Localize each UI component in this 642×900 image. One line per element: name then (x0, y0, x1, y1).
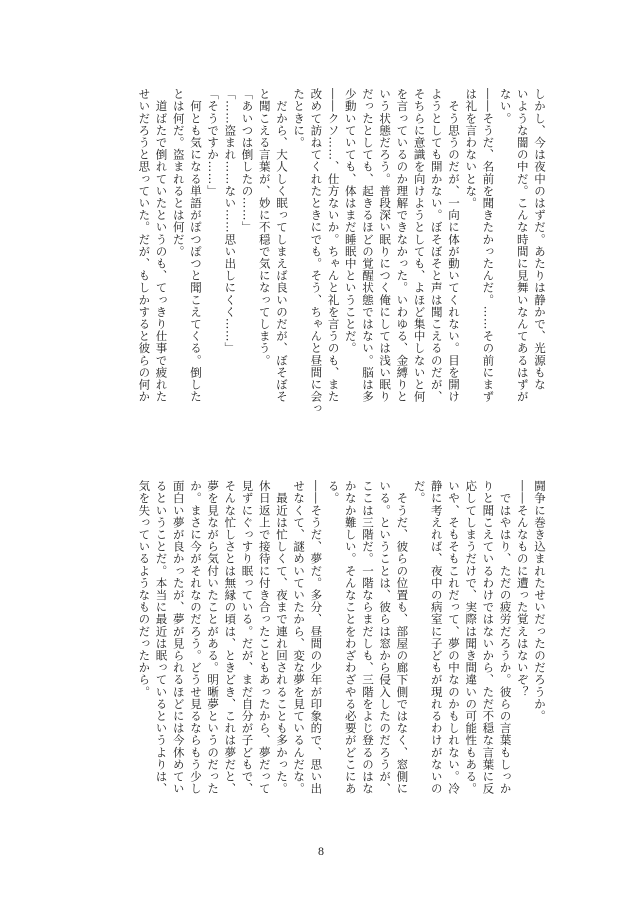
text-line: いような闇の中だ。こんな時間に見舞いなんてあるはずが (515, 88, 530, 403)
text-line: とは何だ。盗まれるとは何だ。 (171, 88, 186, 258)
text-line: しかし、今は夜中のはずだ。あたりは静かで、光源もな (533, 88, 547, 391)
text-line: 改めて訪ねてくれたときにでも。そう、ちゃんと昼間に会っ (309, 88, 324, 415)
text-line: を言っているのか理解できなかった。いわゆる、金縛りと (395, 88, 410, 403)
text-line: 「……盗まれ……ない……思い出しにくく……」 (223, 88, 238, 355)
text-line: 見ずにぐっすり眠っている。だが、まだ自分が子どもで、 (240, 480, 255, 795)
text-line: ではやはり、ただの疲労だろうか。彼らの言葉もしっか (498, 480, 513, 795)
text-line: いや、そもそもこれだって、夢の中なのかもしれない。冷 (446, 480, 461, 795)
text-line: 面白い夢が良かったが、夢が見られるほどには今休めてい (171, 480, 186, 795)
text-line: だったとしても、起きるほどの覚醒状態ではない。脳は多 (360, 88, 375, 403)
text-line: そうだ、彼らの位置も、部屋の廊下側ではなく、窓側に (395, 480, 410, 795)
text-line: は礼を言わないとな。 (464, 88, 479, 209)
text-line: るということだ。本当に最近は眠っているというよりは、 (154, 480, 169, 795)
text-line: 静に考えれば、夜中の病室に子どもが現れるわけがないの (429, 480, 444, 795)
text-line: ――そうだ、夢だ。多分、昼間の少年が印象的で、思い出 (309, 480, 324, 795)
text-line: ――そんなものに遭った覚えはないぞ？ (515, 480, 530, 698)
text-line: 最近は忙しくて、夜まで連れ回されることも多かった。 (274, 480, 289, 795)
text-line: ここは三階だ。一階ならまだしも、三階をよじ登るのはな (360, 480, 375, 795)
text-line: いう状態だろう。普段深い眠りにつく俺にしては浅い眠り (378, 88, 393, 403)
text-line: 闘争に巻き込まれたせいだったのだろうか。 (533, 480, 547, 722)
text-line: 少動いていても、体はまだ睡眠中ということだ。 (343, 88, 358, 355)
text-line: 道ばたで倒れていたというのも、てっきり仕事で疲れた (154, 88, 169, 403)
text-line: 何とも気になる単語がぽつぽつと聞こえてくる。倒した (188, 88, 203, 403)
text-line: いる。ということは、彼らは窓から侵入したのだろうが、 (378, 480, 393, 795)
text-line: りと聞こえているわけではないから、ただ不穏な言葉に反 (481, 480, 496, 795)
page-number: 8 (318, 844, 324, 858)
text-line: 「そうですか……」 (206, 88, 221, 197)
text-line: かなか難しい。そんなことをわざわざやる必要がどこにあ (343, 480, 358, 795)
text-line: 「あいつは倒したの……」 (240, 88, 255, 234)
text-line: か。まさに今がそれなのだろう。どうせ見るならもう少し (188, 480, 203, 795)
text-line: と聞こえる言葉が、妙に不穏で気になってしまう。 (257, 88, 272, 367)
text-line: 気を失っているようなものだったから。 (137, 480, 152, 698)
lower-text-block (115, 480, 548, 818)
text-line: そう思うのだが、一向に体が動いてくれない。目を開け (446, 88, 461, 403)
text-line: そちらに意識を向けようとしても、よほど集中しないと何 (412, 88, 427, 403)
text-line: ない。 (498, 88, 513, 125)
text-line: ――クソ……、仕方ないか。ちゃんと礼を言うのも、また (326, 88, 341, 403)
text-line: 応してしまうだけで、実際は聞き間違いの可能性もある。 (464, 480, 479, 795)
text-line: だから、大人しく眠ってしまえば良いのだが、ぼそぼそ (274, 88, 289, 403)
text-line: せなくて、謎めいていたから、変な夢を見ているんだな。 (292, 480, 307, 795)
text-line: せいだろうと思っていた。だが、もしかすると彼らの何か (137, 88, 152, 403)
upper-text-block (100, 88, 548, 426)
text-line: そんな忙しさとは無縁の頃は、ときどき、これは夢だと、 (223, 480, 238, 795)
text-line: 夢を見ながら気付いたことがある。明晰夢というのだった (206, 480, 221, 795)
text-line: だ。 (412, 480, 427, 505)
text-line: 休日返上で接待に付き合ったこともあったから、夢だって (257, 480, 272, 795)
text-line: ようとしても開かない。ぼそぼそと声は聞こえるのだが、 (429, 88, 444, 403)
text-line: ――そうだ、名前を聞きたかったんだ。……その前にまず (481, 88, 496, 403)
text-line: たときに。 (292, 88, 307, 149)
text-line: る。 (326, 480, 341, 505)
